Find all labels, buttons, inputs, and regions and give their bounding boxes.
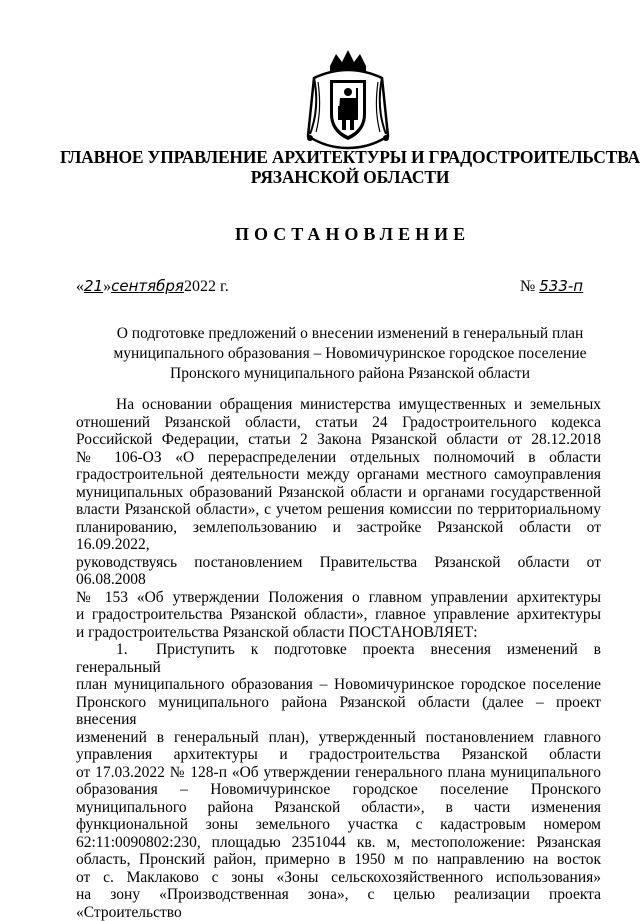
body-line: и градостроительства Рязанской области ПОСТАНОВЛЯЕТ: bbox=[76, 623, 478, 641]
ryazan-coat-of-arms-emblem bbox=[300, 48, 396, 152]
body-line: № 106-ОЗ «О перераспределении отдельных полномочий в области bbox=[76, 448, 601, 466]
subject-line: муниципального образования – Новомичуринское городское поселение bbox=[113, 345, 587, 362]
body-line: Пронского муниципального района Рязанской области (далее – проект внесения bbox=[76, 693, 601, 728]
document-number bbox=[520, 277, 583, 296]
body-line: образования – Новомичуринское городское поселение Пронского bbox=[76, 781, 601, 798]
body-line: муниципальных образований Рязанской области и органами государственной bbox=[76, 483, 601, 501]
body-line: муниципального района Рязанской области», в части изменения bbox=[76, 798, 601, 816]
date-close-quote: » bbox=[103, 278, 112, 295]
body-line: Приступить к подготовке проекта внесения изменений в генеральный bbox=[76, 641, 601, 676]
document-body bbox=[76, 396, 601, 921]
body-line: На основании обращения министерства имущественных и земельных bbox=[116, 396, 601, 413]
subject-line: О подготовке предложений о внесении изменений в генеральный план bbox=[116, 325, 584, 342]
body-line: № 153 «Об утверждении Положения о главном управлении архитектуры bbox=[76, 588, 601, 606]
subject-line: Пронского муниципального района Рязанской области bbox=[170, 365, 530, 382]
item-1-number: 1. bbox=[116, 641, 128, 658]
item-1-paragraph bbox=[76, 641, 601, 921]
body-line: градостроительной деятельности между органами местного самоуправления bbox=[76, 466, 601, 483]
body-line: изменений в генеральный план), утвержденный постановлением главного bbox=[76, 728, 601, 746]
body-line: от 17.03.2022 № 128-п «Об утверждении генерального плана муниципального bbox=[76, 763, 601, 781]
organization-name-line-1: ГЛАВНОЕ УПРАВЛЕНИЕ АРХИТЕКТУРЫ И ГРАДОСТРОИТЕЛЬСТВА bbox=[60, 147, 640, 167]
body-line: планированию, землепользованию и застройке Рязанской области от 16.09.2022, bbox=[76, 518, 601, 553]
body-line: план муниципального образования – Новомичуринское городское поселение bbox=[76, 676, 601, 693]
body-line: 62:11:0090802:230, площадью 2351044 кв. м, местоположение: Рязанская bbox=[76, 833, 601, 851]
organization-name bbox=[60, 147, 640, 187]
number-prefix: № bbox=[520, 278, 536, 295]
body-line: управления архитектуры и градостроительства Рязанской области bbox=[76, 746, 601, 763]
document-type-title: ПОСТАНОВЛЕНИЕ bbox=[235, 224, 471, 244]
body-line: функциональной зоны земельного участка с кадастровым номером bbox=[76, 816, 601, 833]
body-line: и градостроительства Рязанской области», главное управление архитектуры bbox=[76, 606, 601, 623]
preamble-paragraph bbox=[76, 396, 601, 641]
body-line: на зону «Производственная зона», с целью реализации проекта «Строительство bbox=[76, 886, 601, 921]
date-open-quote: « bbox=[76, 278, 84, 295]
body-line: область, Пронский район, примерно в 1950 м по направлению на восток bbox=[76, 851, 601, 868]
body-line: власти Рязанской области», с учетом решения комиссии по территориальному bbox=[76, 501, 601, 518]
body-line: от с. Маклаково с зоны «Зоны сельскохозяйственного использования» bbox=[76, 868, 601, 886]
organization-name-line-2: РЯЗАНСКОЙ ОБЛАСТИ bbox=[250, 167, 450, 187]
body-line: отношений Рязанской области, статьи 24 Градостроительного кодекса bbox=[76, 413, 601, 431]
date-month: сентября bbox=[111, 277, 184, 295]
body-line: руководствуясь постановлением Правительства Рязанской области от 06.08.2008 bbox=[76, 553, 601, 588]
date-day: 21 bbox=[84, 277, 104, 295]
item-1-first-line bbox=[76, 641, 601, 676]
document-subject bbox=[60, 324, 640, 384]
body-line: Российской Федерации, статьи 2 Закона Рязанской области от 28.12.2018 bbox=[76, 431, 601, 448]
number-value: 533-п bbox=[539, 277, 584, 295]
date-year: 2022 г. bbox=[183, 278, 229, 295]
document-date bbox=[76, 277, 229, 296]
